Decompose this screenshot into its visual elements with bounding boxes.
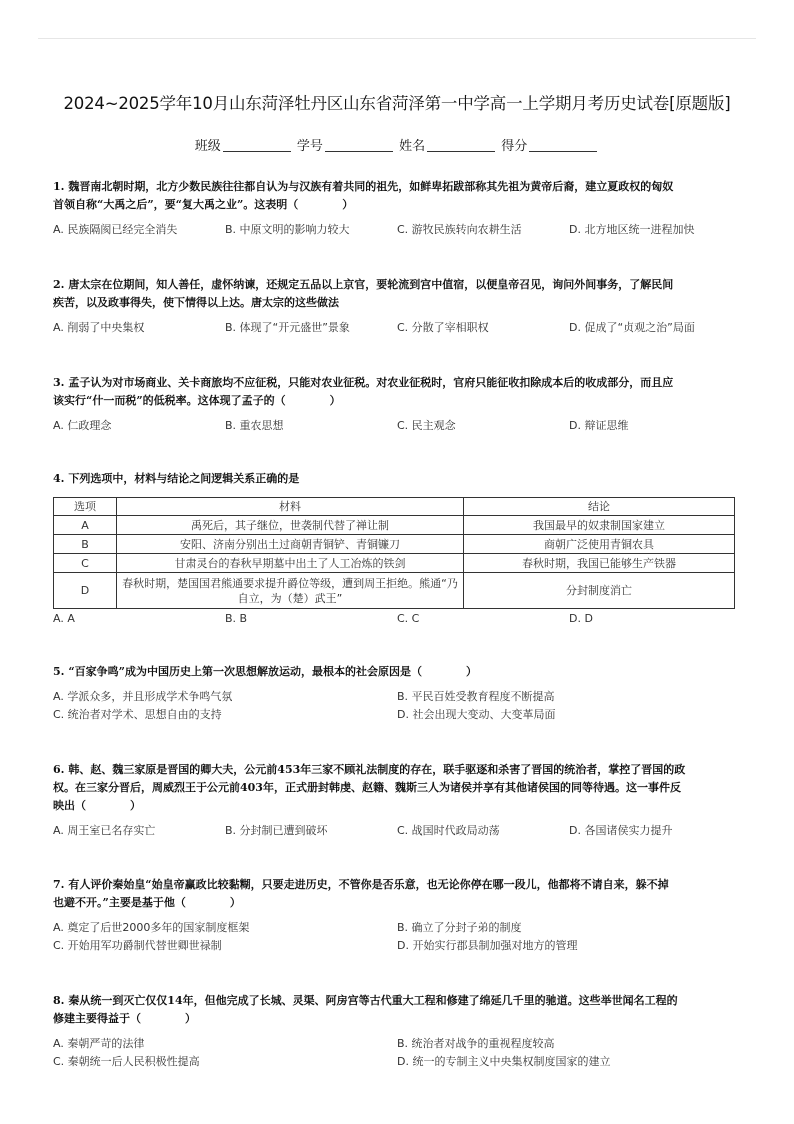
stem-line: 疾苦，以及政事得失，使下情得以上达。唐太宗的这些做法 (53, 296, 339, 309)
score-label: 得分 (501, 139, 528, 154)
stem-line: 5. “百家争鸣”成为中国历史上第一次思想解放运动，最根本的社会原因是（ ） (53, 665, 477, 678)
option-d[interactable]: D. 北方地区统一进程加快 (569, 223, 695, 236)
stem-line: 2. 唐太宗在位期间，知人善任，虚怀纳谏，还规定五品以上京官，要轮流到宫中值宿，以便皇帝召见，询问外间事务，了解民间 (53, 278, 674, 291)
option-d[interactable]: D. 统一的专制主义中央集权制度国家的建立 (397, 1055, 611, 1068)
option-a[interactable]: A. 民族隔阂已经完全消失 (53, 223, 178, 236)
stem-line: 1. 魏晋南北朝时期，北方少数民族往往都自认为与汉族有着共同的祖先，如鲜卑拓跋部称其先祖为黄帝后裔，建立夏政权的匈奴 (53, 180, 674, 193)
option-c[interactable]: C. 游牧民族转向农耕生活 (397, 223, 522, 236)
option-b[interactable]: B. B (225, 612, 248, 625)
stem-line: 8. 秦从统一到灭亡仅仅14年，但他完成了长城、灵渠、阿房宫等古代重大工程和修建了绵延几千里的驰道。这些举世闻名工程的 (53, 994, 678, 1007)
option-a[interactable]: A. A (53, 612, 75, 625)
option-c[interactable]: C. 秦朝统一后人民积极性提高 (53, 1055, 200, 1068)
table-header-row (54, 498, 735, 516)
option-c[interactable]: C. 开始用军功爵制代替世卿世禄制 (53, 939, 222, 952)
question-4-stem (53, 470, 743, 488)
stem-line: 首领自称“大禹之后”，要“复大禹之业”。这表明（ ） (53, 198, 354, 211)
stem-line: 6. 韩、赵、魏三家原是晋国的卿大夫，公元前453年三家不顾礼法制度的存在，联手驱逐和杀害了晋国的统治者，掌控了晋国的政 (53, 763, 686, 776)
table-cell: 安阳、济南分别出土过商朝青铜铲、青铜镰刀 (117, 535, 464, 554)
table-header: 材料 (117, 498, 464, 516)
option-a[interactable]: A. 奠定了后世2000多年的国家制度框架 (53, 921, 250, 934)
stem-line: 也避不开。”主要是基于他（ ） (53, 896, 241, 909)
table-row (54, 516, 735, 535)
table-row (54, 535, 735, 554)
option-c[interactable]: C. 统治者对学术、思想自由的支持 (53, 708, 222, 721)
table-cell: B (54, 535, 117, 554)
table-cell: 我国最早的奴隶制国家建立 (464, 516, 735, 535)
option-b[interactable]: B. 平民百姓受教育程度不断提高 (397, 690, 555, 703)
number-label: 学号 (296, 139, 323, 154)
option-b[interactable]: B. 重农思想 (225, 419, 284, 432)
option-b[interactable]: B. 分封制已遭到破坏 (225, 824, 328, 837)
question-8-options (53, 1035, 743, 1071)
question-5-stem (53, 663, 743, 681)
table-cell: 春秋时期，我国已能够生产铁器 (464, 554, 735, 573)
option-a[interactable]: A. 学派众多，并且形成学术争鸣气氛 (53, 690, 233, 703)
table-cell: 分封制度消亡 (464, 573, 735, 609)
stem-line: 映出（ ） (53, 799, 141, 812)
stem-line: 该实行“什一而税”的低税率。这体现了孟子的（ ） (53, 394, 341, 407)
option-d[interactable]: D. 促成了“贞观之治”局面 (569, 321, 695, 334)
number-field[interactable] (325, 139, 393, 152)
option-b[interactable]: B. 确立了分封子弟的制度 (397, 921, 522, 934)
stem-line: 权。在三家分晋后，周威烈王于公元前403年，正式册封韩虔、赵籍、魏斯三人为诸侯并享有其他诸侯国的同等待遇。这一事件反 (53, 781, 681, 794)
top-rule (38, 38, 756, 39)
question-5-options (53, 688, 743, 724)
option-a[interactable]: A. 仁政理念 (53, 419, 112, 432)
option-b[interactable]: B. 体现了“开元盛世”景象 (225, 321, 350, 334)
option-d[interactable]: D. D (569, 612, 593, 625)
table-header: 选项 (54, 498, 117, 516)
question-6-stem (53, 761, 743, 815)
option-d[interactable]: D. 社会出现大变动、大变革局面 (397, 708, 556, 721)
question-8-stem (53, 992, 743, 1028)
class-field[interactable] (223, 139, 291, 152)
option-a[interactable]: A. 秦朝严苛的法律 (53, 1037, 145, 1050)
stem-line: 4. 下列选项中，材料与结论之间逻辑关系正确的是 (53, 472, 300, 485)
option-b[interactable]: B. 中原文明的影响力较大 (225, 223, 350, 236)
class-label: 班级 (194, 139, 221, 154)
table-cell: 商朝广泛使用青铜农具 (464, 535, 735, 554)
table-cell: A (54, 516, 117, 535)
table-row (54, 554, 735, 573)
option-c[interactable]: C. 分散了宰相职权 (397, 321, 489, 334)
stem-line: 7. 有人评价秦始皇“始皇帝赢政比较黏糊，只要走进历史，不管你是否乐意，也无论你停在哪一段儿，他都将不请自来，躲不掉 (53, 878, 669, 891)
option-c[interactable]: C. 战国时代政局动荡 (397, 824, 500, 837)
page-title: 2024~2025学年10月山东菏泽牡丹区山东省菏泽第一中学高一上学期月考历史试卷[原题版] (63, 94, 731, 113)
name-label: 姓名 (399, 139, 426, 154)
question-3-stem (53, 374, 743, 410)
name-field[interactable] (427, 139, 495, 152)
question-4-table (53, 497, 735, 609)
option-d[interactable]: D. 辩证思维 (569, 419, 629, 432)
table-header: 结论 (464, 498, 735, 516)
score-field[interactable] (529, 139, 597, 152)
question-1-stem (53, 178, 743, 214)
option-d[interactable]: D. 各国诸侯实力提升 (569, 824, 673, 837)
question-7-options (53, 919, 743, 955)
stem-line: 修建主要得益于（ ） (53, 1012, 196, 1025)
table-cell: 春秋时期，楚国国君熊通要求提升爵位等级，遭到周王拒绝。熊通“乃自立，为（楚）武王” (117, 573, 464, 609)
option-b[interactable]: B. 统治者对战争的重视程度较高 (397, 1037, 555, 1050)
table-cell: D (54, 573, 117, 609)
table-cell: C (54, 554, 117, 573)
table-row (54, 573, 735, 609)
option-c[interactable]: C. C (397, 612, 420, 625)
option-d[interactable]: D. 开始实行郡县制加强对地方的管理 (397, 939, 578, 952)
option-c[interactable]: C. 民主观念 (397, 419, 456, 432)
option-a[interactable]: A. 周王室已名存实亡 (53, 824, 156, 837)
option-a[interactable]: A. 削弱了中央集权 (53, 321, 145, 334)
table-cell: 甘肃灵台的春秋早期墓中出土了人工冶炼的铁剑 (117, 554, 464, 573)
table-cell: 禹死后，其子继位，世袭制代替了禅让制 (117, 516, 464, 535)
stem-line: 3. 孟子认为对市场商业、关卡商旅均不应征税，只能对农业征税。对农业征税时，官府只能征收扣除成本后的收成部分，而且应 (53, 376, 674, 389)
question-7-stem (53, 876, 743, 912)
question-2-stem (53, 276, 743, 312)
student-info-line (0, 135, 794, 154)
